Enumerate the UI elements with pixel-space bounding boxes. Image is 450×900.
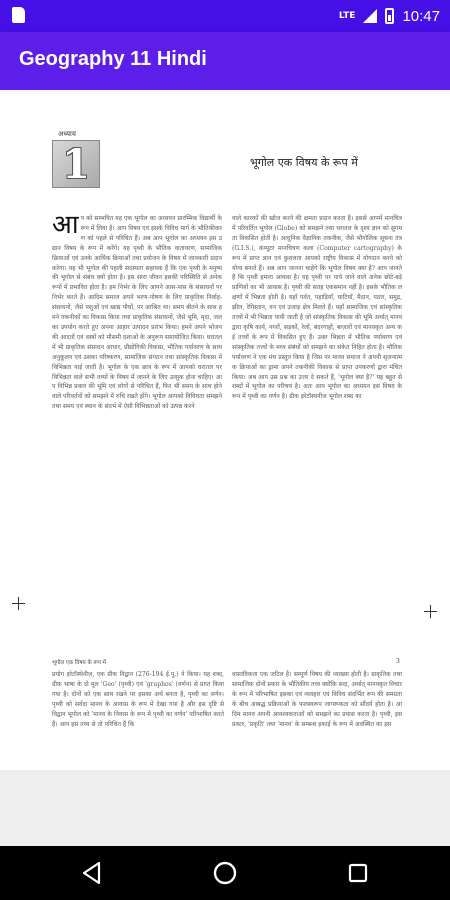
- pdf-page-2: [0, 650, 450, 770]
- pdf-viewer[interactable]: [0, 90, 450, 770]
- running-title: भूगोल एक विषय के रूप में: [52, 660, 106, 666]
- home-icon[interactable]: [211, 859, 239, 887]
- sim-card-icon: [12, 7, 26, 24]
- recent-apps-icon[interactable]: [344, 859, 372, 887]
- app-title: Geography 11 Hindi: [19, 48, 207, 70]
- battery-icon: [385, 8, 394, 24]
- crop-mark-left-icon: [12, 597, 25, 610]
- page2-text-column-left: प्रयोग इरेटॉस्थेनीज़, एक ग्रीक विद्वान (276-194 ई.पू.) ने किया। यह शब्द, ग्रीक भाषा के दो मूल 'Geo' (पृथ्वी) एवं 'graphos' (वर्णन) से प्राप्त किया गया है। दोनों को एक साथ रखने पर इसका अर्थ बनता है, पृथ्वी का वर्णन। पृथ्वी को सर्वदा मानव के आवास के रूप में देखा गया है और इस दृष्टि से विद्वान भूगोल को 'मानव के निवास के रूप में पृथ्वी का वर्णन' परिभाषित करते हैं। आप इस तथ्य से तो परिचित हैं कि: [52, 671, 224, 728]
- chapter-title: भूगोल एक विषय के रूप में: [250, 156, 358, 169]
- page-number: 3: [396, 658, 400, 665]
- chapter-label: अध्याय: [58, 130, 76, 138]
- back-icon[interactable]: [78, 859, 106, 887]
- chapter-number-badge: [52, 140, 100, 188]
- navigation-bar: [0, 846, 450, 900]
- page2-text-column-right: वास्तविकता एक जटिल है। सम्पूर्ण विषय की व्याख्या होती है। प्राकृतिक तथा सामाजिक दोनों प्रकार के भौतिकीय तत्त्व क्योंकि सदा, अर्थात् मानवकृत विचार के रूप में परिभाषित इसका एवं व्यवहार एवं विविध संदर्भित रूप की समग्रता के बीच आबद्ध प्रक्रियाओं के फलस्वरूप जागरूकता को सौंदर्य होता है। आदिम मानव अपनी आवश्यकताओं को समझने का प्रयास करता है। पृथ्वी, इस प्रकार, 'प्रकृति' तथा 'मानव' के सम्बन्ध इकाई के रूप में अवस्थित का इस: [232, 671, 402, 728]
- crop-mark-right-icon: [424, 605, 437, 618]
- network-type-label: LTE: [338, 10, 356, 21]
- pdf-page-1: [0, 92, 450, 650]
- status-bar: [0, 0, 450, 32]
- drop-cap: आ: [52, 214, 79, 240]
- left-column-text: प को सम्भवित यह एक भूगोल का अध्ययन प्रारम्भिक विद्यार्थी के रूप में लिया है। आप विषय एवं इसके विविध मार्ग के भौतिकीकरण को पहले से परिचित हैं। अब आप भूगोल का अध्ययन इस उद्यान विषय के रूप में करेंगे। यह पृथ्वी के भौतिक वातावरण, सामाजिक क्रियाओं एवं उनके आर्थिक क्रियाओं तथा प्रयोजन के विषय में जानकारी प्रदान करेगा। यह भी भूगोल की पहली सदस्यता सहायक हैं कि एक पृथ्वी के मनुष्य की भूगोल से संबंध क्यों होता है। इस सारा जीवन इसकी परिस्थिति से अनेक रूपों में प्रभावित होता है। हम निर्भर के लिए आपने आस-पास के संसाधनों पर निर्भर करते हैं। आदिम समाज अपने भरण-पोषण के लिए प्राकृतिक निर्वाह-संसाधनों, जैसे पशुओं एवं खाद्य पौधों, पर आश्रित था। समय बीतने के साथ हमने तकनीकों का विकास किया तथा प्राकृतिक संसाधनों, जैसे भूमि, मृदा, जल का उपयोग करते हुए अपना आहार उत्पादन प्रारंभ किया। हमने अपने भोजन की आदतों एवं वस्त्रों को मौसमी दशाओं के अनुरूप समायोजित किया। धरातल में भी प्राकृतिक संसाधन आधार, प्रौद्योगिकी विकास, भौतिक पर्यावरण के साथ अनुकूलन एवं उसका परिष्करण, सामाजिक संगठन तथा सांस्कृतिक विकास में विभिन्नता पाई जाती है। भूगोल के एक छात्र के रूप में आपको धरातल पर विभिन्नता वाले सभी तथ्यों के विषय में जानने के लिए उत्सुक होना चाहिए। आप विभिन्न प्रकार की भूमि एवं लोगों से परिचित हैं, फिर भी समय के साथ होने वाले परिवर्तनों को समझने में रुचि रखते होंगे। भूगोल आपको विविधता समझने तथा समय एवं स्थान के संदर्भ में ऐसी विभिन्नताओं को उत्पन्न करने: [52, 215, 222, 411]
- signal-icon: [363, 9, 377, 23]
- status-icons: [339, 5, 440, 27]
- clock: 10:47: [402, 7, 440, 25]
- text-column-left: [52, 214, 222, 544]
- text-column-right: वाले कारकों की खोज करने की क्षमता प्रदान करता है। इससे आपमें मानचित्र में परिवर्तित भूगोल (Globe) को समझने तथा धरातल के दृश्य ज्ञान को सुगमता विकसित होती है। आधुनिक वैज्ञानिक तकनीक, जैसे भौगोलिक सूचना तंत्र (G.I.S.), कंप्यूटर मानचित्रण कला (Computer cartography) के रूप में प्राप्त ज्ञान एवं कुशलता आपको राष्ट्रीय विकास में योगदान करने को योग्य बनाते हैं। अब आप जानना चाहेंगे कि भूगोल विषय क्या है? आप जानते हैं कि पृथ्वी हमारा आवास है। यह पृथ्वी पर पाये जाने वाले अनेक छोटे-बड़े प्राणियों का भी आवास है। पृथ्वी की सतह एकसमान नहीं है। इसके भौतिक लक्षणों में भिन्नता होती है। यहाँ पर्वत, पहाड़ियाँ, घाटियाँ, मैदान, पठार, समुद्र, झील, रेगिस्तान, वन एवं उजाड़ क्षेत्र मिलते हैं। यहाँ सामाजिक एवं सांस्कृतिक तत्त्वों में भी भिन्नता पायी जाती है जो सांस्कृतिक विकास की भूमि अर्थात् मानव द्वारा कृषि कार्य, नगरों, सड़कों, रेलों, बंदरगाहों, बाज़ारों एवं मानवकृत अन्य कई तत्त्वों के रूप में विकसित हुए हैं। उक्त भिन्नता में भौतिक पर्यावरण एवं सांस्कृतिक तत्त्वों के मध्य संबंधों को समझने का संकेत निहित होता है। भौतिक पर्यावरण ने एक मंच प्रस्तुत किया है जिस पर मानव समाज ने अपनी सृजनात्मक क्रियाओं का ड्रामा अपने तकनीकी विकास से प्राप्त उपकरणों द्वारा मंचित किया। अब आप उस प्रश्न का उत्तर दे सकते हैं, 'भूगोल क्या है?' यह बहुत से शब्दों में भूगोल का परिचय है। अतः आप भूगोल का अध्ययन इस विषय के रूप में पृथ्वी का वर्णन है। ग्रीक इरेटॉस्थनीज भूगोल शब्द का: [232, 215, 402, 401]
- app-bar: [0, 32, 450, 90]
- chapter-number: 1: [62, 140, 90, 188]
